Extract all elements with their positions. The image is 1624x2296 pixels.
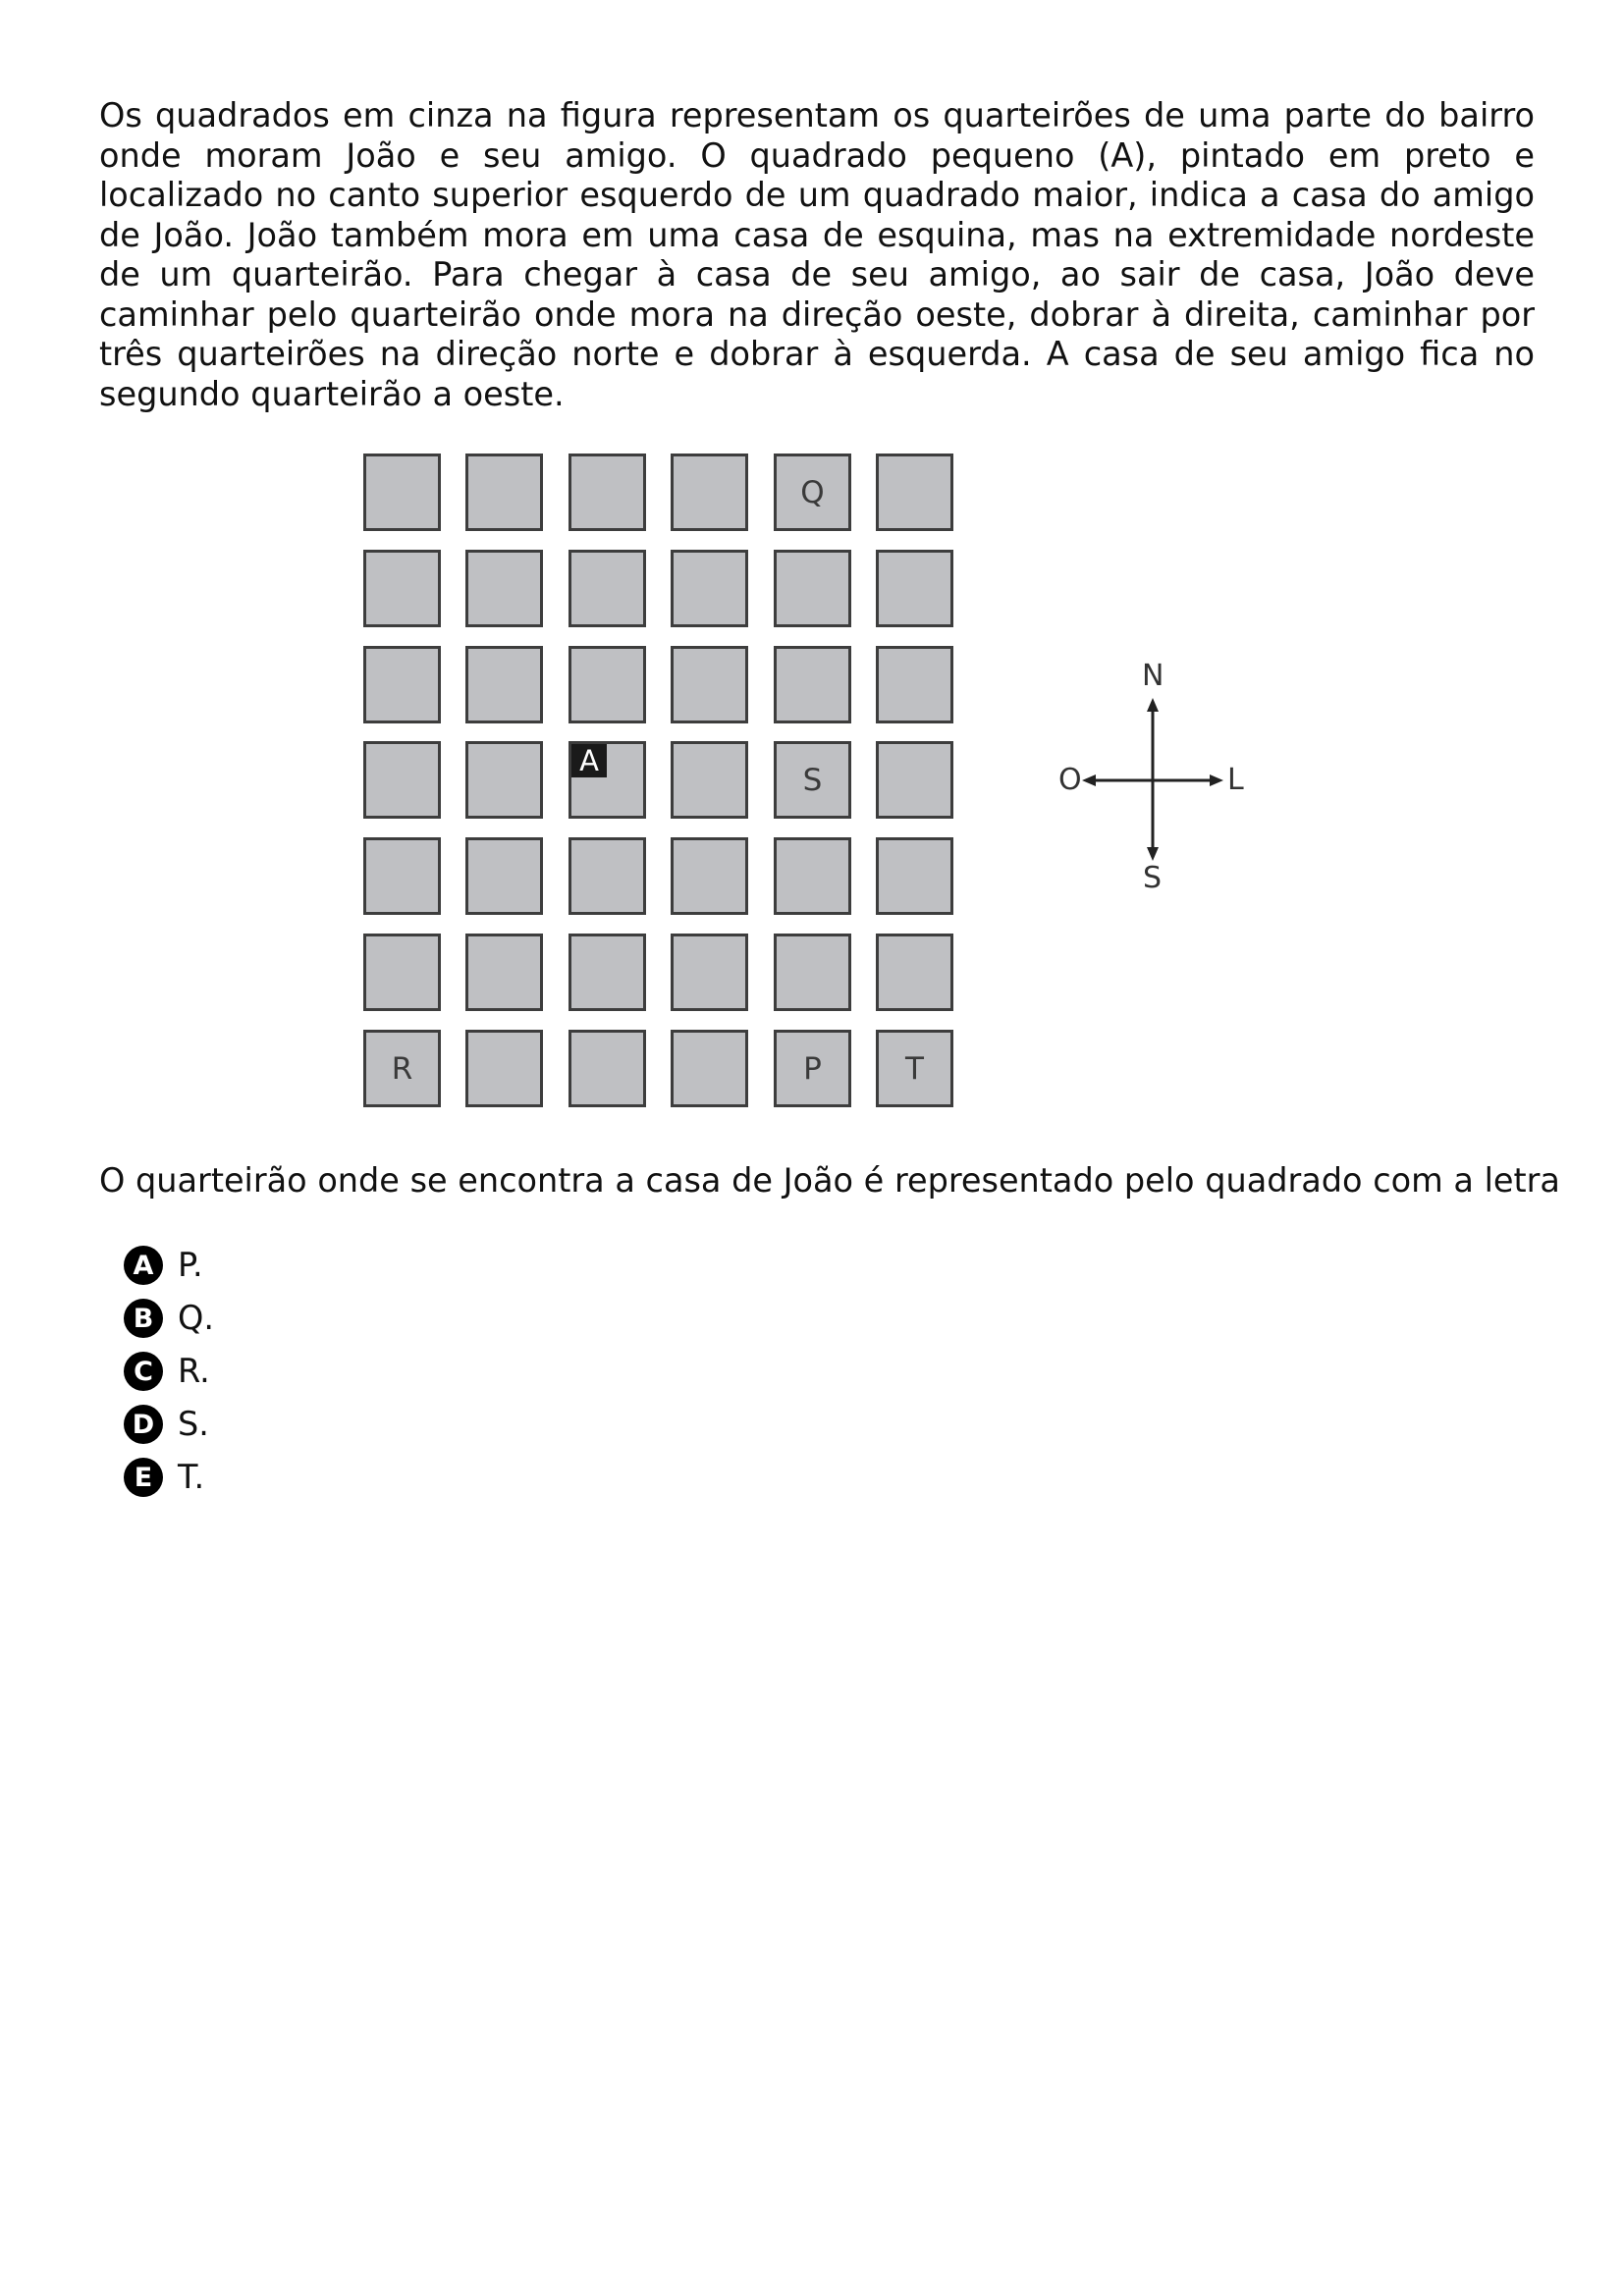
city-block [465, 934, 543, 1011]
city-block [568, 837, 646, 915]
city-block-p [774, 1030, 851, 1107]
city-block [876, 741, 953, 819]
compass-south-label: S [1143, 861, 1163, 895]
block-letter-label: T [905, 1050, 924, 1087]
option-letter-badge: A [124, 1246, 163, 1285]
city-block-t [876, 1030, 953, 1107]
city-block [363, 550, 441, 627]
question-text: Os quadrados em cinza na figura representam os quarteirões de uma parte do bairro onde moram João e seu amigo. O quadrado pequeno (A), pintado em preto e localizado no canto superior esquerdo de um quadrado maior, indica a casa do amigo de João. João também mora em uma casa de esquina, mas na extremidade nordeste de um quarteirão. Para chegar à casa de seu amigo, ao sair de casa, João deve caminhar pelo quarteirão onde mora na direção oeste, dobrar à direita, caminhar por três quarteirões na direção norte e dobrar à esquerda. A casa de seu amigo fica no segundo quarteirão a oeste. [99, 96, 1535, 413]
compass-north-label: N [1142, 659, 1164, 693]
option-letter-badge: B [124, 1299, 163, 1338]
city-block [363, 934, 441, 1011]
option-b[interactable] [124, 1292, 214, 1345]
compass-rose [1058, 659, 1265, 902]
city-block [671, 550, 748, 627]
city-block [568, 1030, 646, 1107]
city-block [568, 741, 646, 819]
block-letter-label: R [391, 1050, 413, 1087]
compass-east-label: L [1227, 763, 1244, 797]
city-block [774, 837, 851, 915]
option-text: S. [178, 1405, 209, 1443]
option-d[interactable] [124, 1398, 214, 1451]
city-block [363, 454, 441, 531]
city-block [465, 1030, 543, 1107]
city-block [363, 646, 441, 723]
city-block [363, 741, 441, 819]
city-block [465, 741, 543, 819]
city-block [774, 646, 851, 723]
option-text: P. [178, 1246, 203, 1284]
city-block [876, 550, 953, 627]
city-block [671, 934, 748, 1011]
answer-options [124, 1239, 214, 1504]
city-block [465, 837, 543, 915]
city-block [671, 837, 748, 915]
option-a[interactable] [124, 1239, 214, 1292]
option-e[interactable] [124, 1451, 214, 1504]
city-block [774, 550, 851, 627]
city-block [876, 454, 953, 531]
city-block [568, 934, 646, 1011]
option-letter-badge: C [124, 1352, 163, 1391]
city-block [774, 934, 851, 1011]
block-letter-label: S [802, 762, 823, 798]
city-block-s [774, 741, 851, 819]
city-block [671, 741, 748, 819]
block-letter-label: Q [800, 474, 825, 510]
city-block [876, 646, 953, 723]
city-block-r [363, 1030, 441, 1107]
city-block [568, 454, 646, 531]
city-block [465, 454, 543, 531]
city-block [568, 550, 646, 627]
city-block [465, 550, 543, 627]
city-block [876, 934, 953, 1011]
city-block-q [774, 454, 851, 531]
city-block [568, 646, 646, 723]
block-letter-label: P [803, 1050, 822, 1087]
option-c[interactable] [124, 1345, 214, 1398]
neighborhood-figure [363, 454, 1267, 1119]
city-block [363, 837, 441, 915]
friend-house-marker: A [571, 744, 607, 777]
city-block [465, 646, 543, 723]
option-text: Q. [178, 1299, 215, 1337]
question-lead-in: O quarteirão onde se encontra a casa de João é representado pelo quadrado com a letra [99, 1161, 1560, 1200]
compass-west-label: O [1058, 763, 1082, 797]
option-letter-badge: D [124, 1405, 163, 1444]
city-block-map [363, 454, 958, 1119]
city-block [876, 837, 953, 915]
city-block [671, 646, 748, 723]
city-block [671, 1030, 748, 1107]
option-text: T. [178, 1458, 205, 1496]
option-text: R. [178, 1352, 210, 1390]
city-block [671, 454, 748, 531]
option-letter-badge: E [124, 1458, 163, 1497]
